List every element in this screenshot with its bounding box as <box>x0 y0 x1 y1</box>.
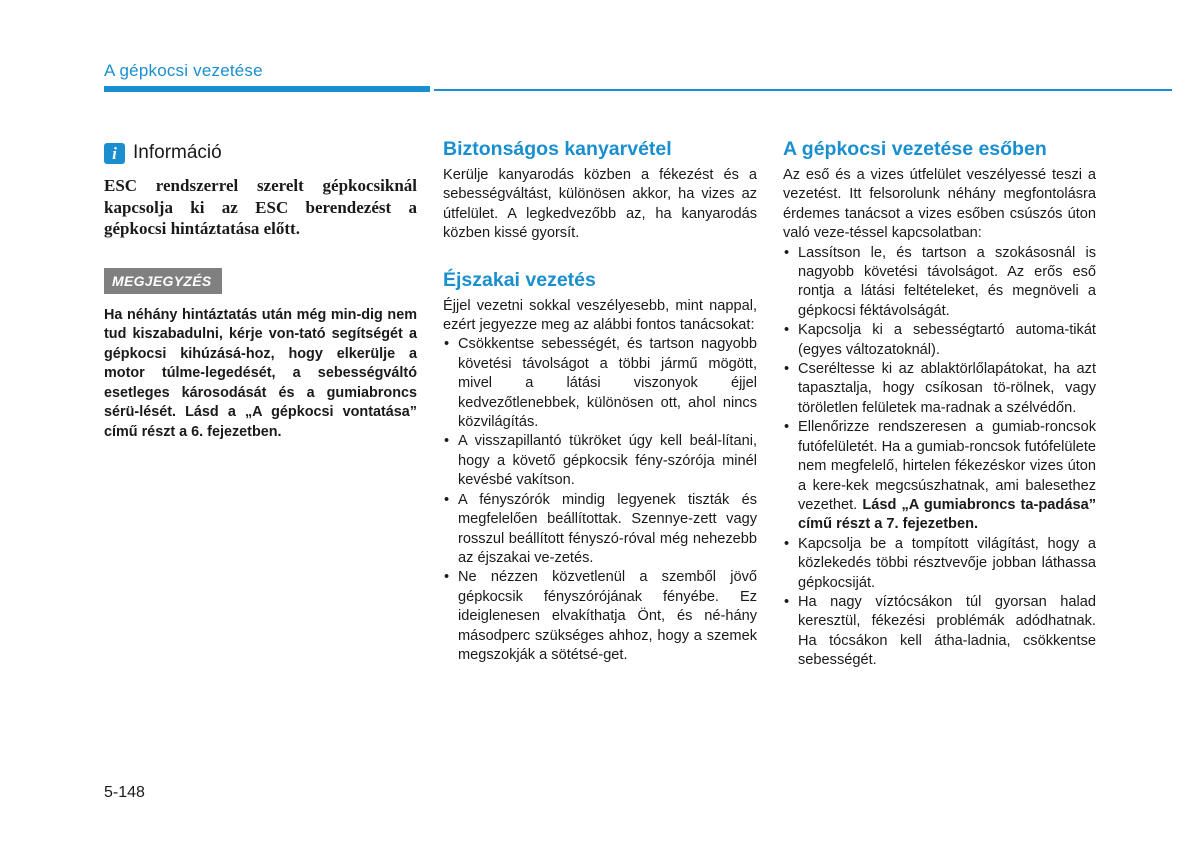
night-list <box>443 335 757 665</box>
list-item: • Ha nagy víztócsákon túl gyorsan halad keresztül, fékezési problémák adódhatnak. Ha tócsákon kell átha-ladnia, csökkentse sebességét. <box>784 593 1096 669</box>
note-body: Ha néhány hintáztatás után még min-dig nem tud kiszabadulni, kérje von-tató segítségét a gépkocsi kihúzásá-hoz, hogy elkerülje a motor túlme-legedését, a sebességváltó esetleges károsodását és a gumiabroncs sérü-lését. Lásd a „A gépkocsi vontatása” című részt a 6. fejezetben. <box>104 306 417 440</box>
info-heading <box>104 141 417 165</box>
rain-intro: Az eső és a vizes útfelület veszélyessé teszi a vezetést. Itt felsorolunk néhány megfontolásra érdemes tanácsot a vizes esőben csúszós úton való veze-téssel kapcsolatban: <box>783 167 1096 242</box>
bullet-icon: • <box>784 244 790 261</box>
rain-list <box>783 244 1096 671</box>
bullet-icon: • <box>444 433 450 450</box>
list-item: • A fényszórók mindig legyenek tiszták és megfelelően beállítottak. Szennye-zett vagy rosszul beállított fényszó-róval még nehezebb az éjszakai ve-zetés. <box>444 491 757 566</box>
list-item: • Ne nézzen közvetlenül a szemből jövő gépkocsik fényszórójának fényébe. Ez ideiglenesen elvakíthatja Önt, és né-hány másodperc szükséges ahhoz, hogy a szemek megszokják a sötétsé-get. <box>444 569 757 663</box>
cross-reference: Lásd „A gumiabroncs ta-padása” című részt a 7. fejezetben. <box>798 496 1096 533</box>
list-item: • Kapcsolja be a tompított világítást, hogy a közlekedés többi résztvevője jobban láthassa gépkocsiját. <box>784 535 1096 591</box>
info-icon: i <box>104 143 125 164</box>
section-header-title: A gépkocsi vezetése <box>104 61 263 80</box>
list-item: • Cseréltesse ki az ablaktörlőlapátokat, ha azt tapasztalja, hogy csíkosan tö-rölnek, vagy töröletlen felületek ma-radnak a szélvédőn. <box>784 361 1096 416</box>
list-item: • Csökkentse sebességét, és tartson nagyobb követési távolságot a többi jármű mögött, mivel a látási viszonyok éjjel kedvezőtlenebbek, különösen ott, ahol nincs közvilágítás. <box>444 336 757 431</box>
right-column <box>783 137 1096 671</box>
night-intro: Éjjel vezetni sokkal veszélyesebb, mint nappal, ezért jegyezze meg az alábbi fontos tanácsokat: <box>443 297 757 334</box>
bullet-icon: • <box>784 361 790 378</box>
info-body: ESC rendszerrel szerelt gépkocsiknál kapcsolja ki az ESC berendezést a gépkocsi hintáztatása előtt. <box>104 176 417 238</box>
bullet-icon: • <box>444 336 450 353</box>
list-item: • Ellenőrizze rendszeresen a gumiab-roncsok futófelületét. Ha a gumiab-roncsok futófelülete nem megfelelő, hirtelen fékezéskor vizes úton a kere-kek megcsúszhatnak, ami balesethez vezethet. Lásd „A gumiabroncs ta-padása” című részt a 7. fejezetben. <box>784 419 1096 533</box>
bullet-icon: • <box>784 419 790 436</box>
list-item: • Kapcsolja ki a sebességtartó automa-tikát (egyes változatoknál). <box>784 322 1096 358</box>
list-item: • A visszapillantó tükröket úgy kell beál-lítani, hogy a követő gépkocsik fény-szórója minél kevésbé vakítson. <box>444 433 757 489</box>
night-heading: Éjszakai vezetés <box>443 268 596 291</box>
cornering-heading: Biztonságos kanyarvétel <box>443 138 672 160</box>
bullet-icon: • <box>784 593 790 610</box>
note-badge: MEGJEGYZÉS <box>104 268 222 294</box>
bullet-icon: • <box>784 322 790 339</box>
list-item: • Lassítson le, és tartson a szokásosnál is nagyobb követési távolságot. Az erős eső rontja a látási feltételeket, és megnöveli a gépkocsi féktávolságát. <box>784 244 1096 319</box>
bullet-icon: • <box>784 535 790 552</box>
info-title: Információ <box>133 142 222 163</box>
rain-heading: A gépkocsi vezetése esőben <box>783 138 1047 160</box>
header-rule-thin <box>434 89 1172 91</box>
middle-column <box>443 137 757 665</box>
page-number: 5-148 <box>104 784 145 801</box>
bullet-icon: • <box>444 491 450 508</box>
cornering-body: Kerülje kanyarodás közben a fékezést és a sebességváltást, különösen akkor, ha vizes az útfelület. A legkedvezőbb az, ha kanyarodás közben kissé gyorsít. <box>443 167 757 242</box>
bullet-icon: • <box>444 569 450 586</box>
left-column <box>104 137 417 442</box>
header-rule-thick <box>104 86 430 92</box>
night-section <box>443 268 757 666</box>
